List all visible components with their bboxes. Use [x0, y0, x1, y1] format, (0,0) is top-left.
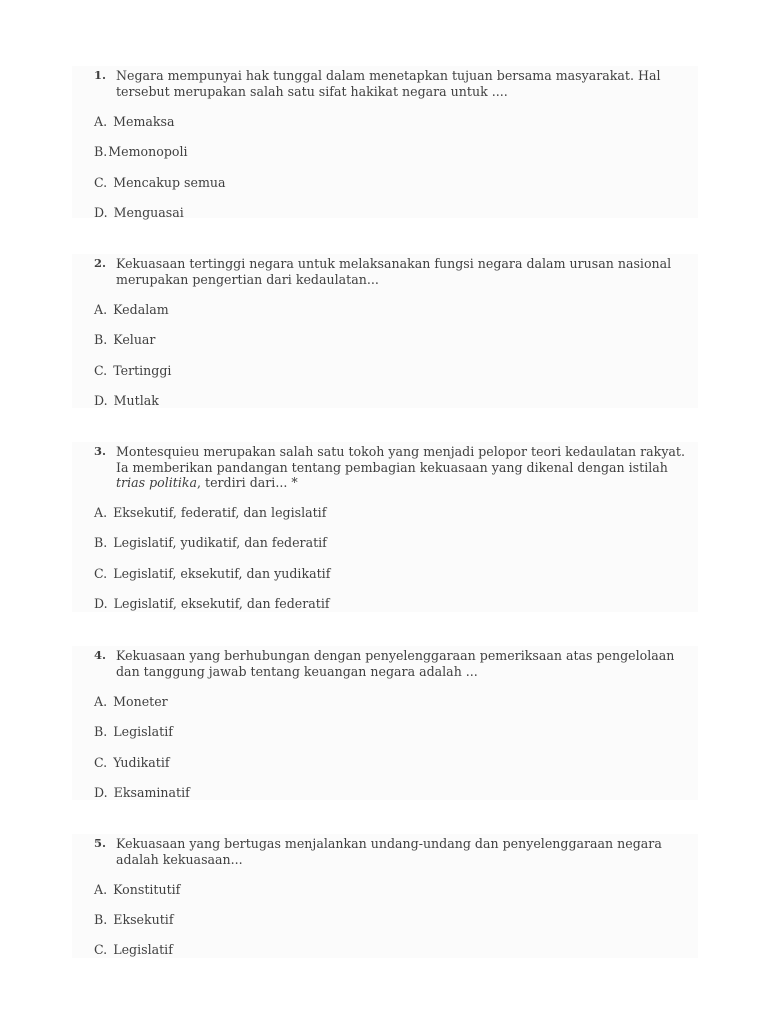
question-5-text: Kekuasaan yang bertugas menjalankan undang-undang dan penyelenggaraan negara adalah kekuasaan...	[116, 836, 662, 867]
question-1-prompt	[72, 68, 698, 99]
option-letter: B.	[94, 332, 108, 347]
option-letter: C.	[94, 755, 108, 770]
question-2	[72, 254, 698, 408]
question-5-option-a	[94, 882, 180, 897]
question-4-text: Kekuasaan yang berhubungan dengan penyelenggaraan pemeriksaan atas pengelolaan dan tanggung jawab tentang keuangan negara adalah ...	[116, 648, 675, 679]
question-3-option-a	[94, 505, 326, 520]
option-letter: B.	[94, 144, 108, 159]
question-3-option-c	[94, 566, 330, 581]
question-3-text: Montesquieu merupakan salah satu tokoh yang menjadi pelopor teori kedaulatan rakyat. Ia memberikan pandangan tentang pembagian kekuasaan yang dikenal dengan istilah	[116, 444, 686, 475]
option-letter: D.	[94, 785, 108, 800]
question-5-number: 5.	[94, 836, 107, 850]
option-letter: D.	[94, 205, 108, 220]
question-2-text: Kekuasaan tertinggi negara untuk melaksanakan fungsi negara dalam urusan nasional merupakan pengertian dari kedaulatan...	[116, 256, 672, 287]
question-4	[72, 646, 698, 800]
option-text: Eksekutif, federatif, dan legislatif	[113, 505, 327, 520]
option-letter: C.	[94, 363, 108, 378]
question-5	[72, 834, 698, 958]
question-1-option-c	[94, 175, 226, 190]
question-1-option-b	[94, 144, 188, 159]
option-letter: C.	[94, 566, 108, 581]
option-text: Legislatif, eksekutif, dan yudikatif	[113, 566, 331, 581]
question-2-option-c	[94, 363, 171, 378]
option-letter: D.	[94, 596, 108, 611]
question-4-option-c	[94, 755, 170, 770]
question-3-number: 3.	[94, 444, 107, 458]
question-4-option-d	[94, 785, 190, 800]
question-1-text: Negara mempunyai hak tunggal dalam menetapkan tujuan bersama masyarakat. Hal tersebut merupakan salah satu sifat hakikat negara untuk ....	[116, 68, 661, 99]
question-1	[72, 66, 698, 218]
option-letter: A.	[94, 114, 108, 129]
option-text: Mutlak	[113, 393, 159, 408]
option-text: Legislatif, yudikatif, dan federatif	[113, 535, 327, 550]
option-letter: B.	[94, 535, 108, 550]
question-1-number: 1.	[94, 68, 107, 82]
question-2-option-b	[94, 332, 155, 347]
option-text: Eksekutif	[113, 912, 174, 927]
question-2-option-d	[94, 393, 159, 408]
question-4-option-b	[94, 724, 173, 739]
option-text: Memonopoli	[108, 144, 188, 159]
option-letter: D.	[94, 393, 108, 408]
option-letter: C.	[94, 175, 108, 190]
option-text: Yudikatif	[113, 755, 170, 770]
option-text: Moneter	[113, 694, 168, 709]
option-text: Mencakup semua	[113, 175, 226, 190]
option-text: Kedalam	[113, 302, 169, 317]
question-3-prompt	[72, 444, 698, 491]
question-5-prompt	[72, 836, 698, 867]
question-2-number: 2.	[94, 256, 107, 270]
option-text: Legislatif	[113, 724, 173, 739]
question-3-option-d	[94, 596, 330, 611]
option-letter: B.	[94, 912, 108, 927]
option-letter: A.	[94, 694, 108, 709]
question-5-option-b	[94, 912, 174, 927]
option-letter: A.	[94, 882, 108, 897]
option-letter: B.	[94, 724, 108, 739]
question-5-option-c	[94, 942, 173, 957]
option-letter: A.	[94, 505, 108, 520]
option-text: Memaksa	[113, 114, 175, 129]
question-3	[72, 442, 698, 612]
option-text: Legislatif, eksekutif, dan federatif	[113, 596, 330, 611]
question-3-option-b	[94, 535, 327, 550]
option-text: Konstitutif	[113, 882, 181, 897]
question-4-option-a	[94, 694, 168, 709]
question-3-italic-term: trias politika	[116, 475, 198, 490]
question-2-prompt	[72, 256, 698, 287]
question-4-number: 4.	[94, 648, 107, 662]
question-4-prompt	[72, 648, 698, 679]
option-text: Tertinggi	[113, 363, 172, 378]
question-2-option-a	[94, 302, 169, 317]
option-letter: A.	[94, 302, 108, 317]
question-3-text-end: , terdiri dari... *	[197, 475, 298, 490]
option-text: Menguasai	[113, 205, 184, 220]
question-1-option-d	[94, 205, 184, 220]
option-letter: C.	[94, 942, 108, 957]
option-text: Keluar	[113, 332, 156, 347]
question-1-option-a	[94, 114, 175, 129]
option-text: Legislatif	[113, 942, 173, 957]
option-text: Eksaminatif	[113, 785, 190, 800]
